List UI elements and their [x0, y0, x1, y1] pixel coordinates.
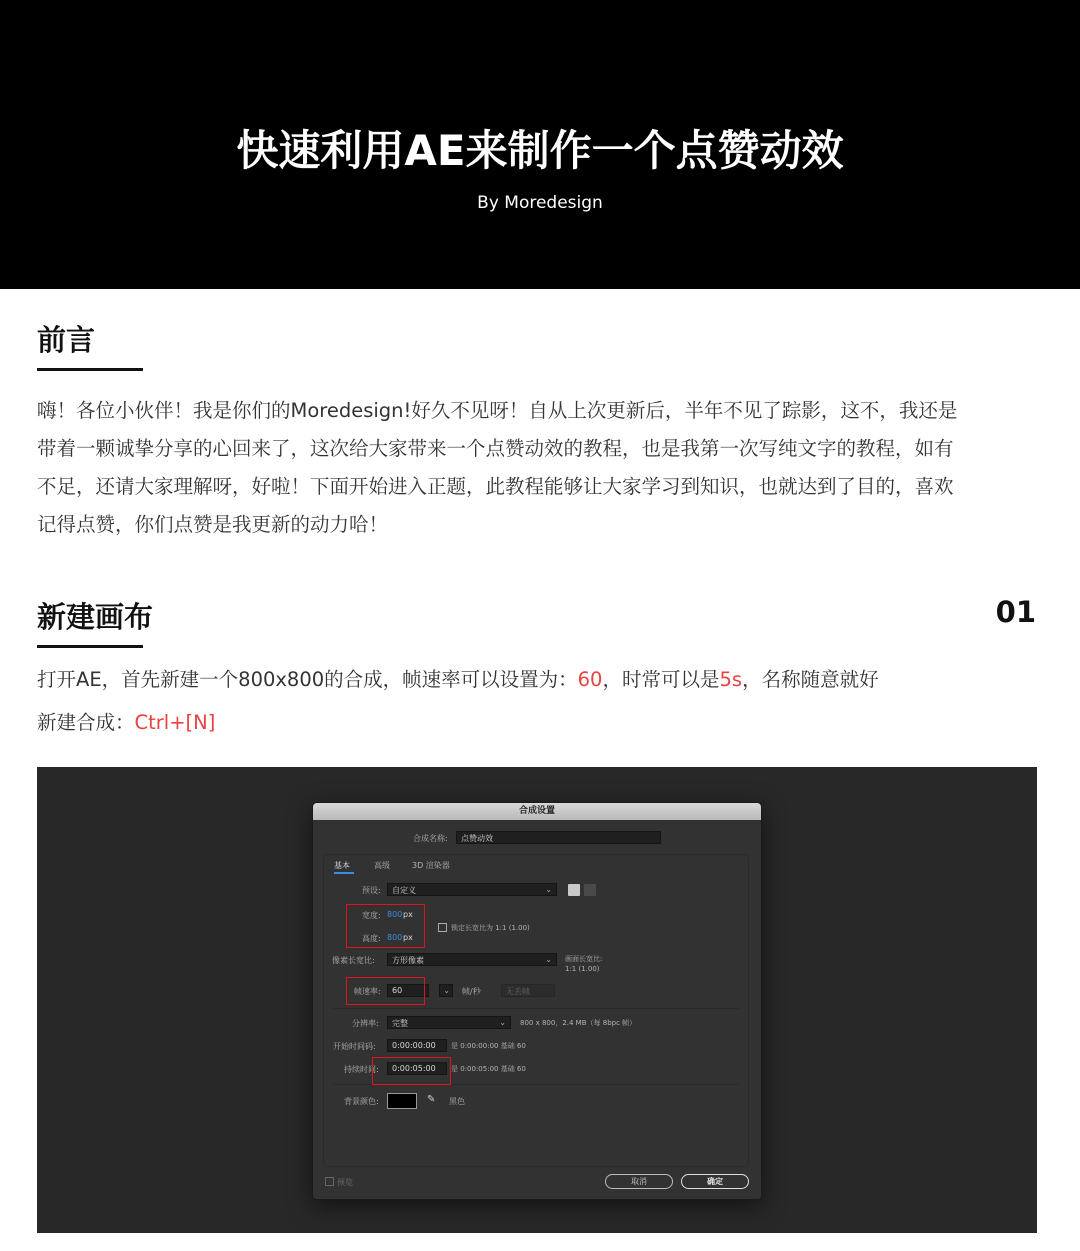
instr2-shortcut: Ctrl+[N] [134, 711, 216, 734]
tab-basic-underline [334, 872, 354, 874]
highlight-box-fps [346, 977, 425, 1005]
byline: By Moredesign [477, 193, 603, 213]
section-heading: 新建画布 [37, 600, 154, 634]
resolution-select[interactable]: 完整 ⌄ [387, 1016, 511, 1029]
pixel-aspect-select[interactable]: 方形像素 ⌄ [387, 953, 557, 966]
instr2-text: 新建合成： [37, 711, 135, 734]
instr-fps: 60 [577, 668, 603, 691]
settings-panel [323, 854, 749, 1167]
fps-label: 帧速率: [354, 987, 381, 996]
start-tc-info: 是 0:00:00:00 基础 60 [451, 1042, 526, 1050]
chevron-down-icon: ⌄ [499, 1018, 506, 1027]
intro-line-3: 不足，还请大家理解呀，好啦！下面开始进入正题，此教程能够让大家学习到知识，也就达到了目的，喜欢 [37, 475, 954, 498]
section-number: 01 [995, 595, 1036, 629]
divider [333, 1008, 739, 1009]
start-tc-label: 开始时间码: [333, 1042, 376, 1051]
preview-checkbox[interactable] [325, 1177, 334, 1186]
width-label: 宽度: [362, 911, 381, 920]
preset-select[interactable]: 自定义 ⌄ [387, 883, 557, 896]
section-instruction-1 [37, 664, 879, 692]
instr-text-b: ，时常可以是 [602, 668, 720, 691]
page-title: 快速利用AE来制作一个点赞动效 [236, 126, 844, 175]
ae-screenshot [37, 767, 1037, 1233]
comp-name-input[interactable]: 点赞动效 [456, 831, 661, 844]
ok-button[interactable]: 确定 [681, 1174, 749, 1189]
section-heading-underline [37, 645, 143, 648]
chevron-down-icon: ⌄ [545, 885, 552, 894]
bg-color-name: 黑色 [449, 1097, 465, 1106]
resolution-info: 800 x 800，2.4 MB（每 8bpc 帧） [520, 1019, 637, 1027]
highlight-box-duration [372, 1057, 451, 1085]
width-value[interactable]: 800 [387, 910, 403, 919]
height-value[interactable]: 800 [387, 933, 403, 942]
frame-aspect-value: 1:1 (1.00) [565, 965, 600, 973]
fps-unit: 帧/秒 [462, 987, 481, 996]
preset-label: 预设: [362, 886, 381, 895]
eyedropper-icon[interactable]: ✎ [427, 1094, 436, 1105]
pixel-aspect-label: 像素长宽比: [332, 956, 375, 965]
save-preset-icon[interactable] [568, 884, 580, 896]
width-unit: px [403, 910, 413, 919]
drop-frame-select[interactable]: 无丢帧 [501, 984, 555, 997]
lock-ratio-label: 锁定长宽比为 1:1 (1.00) [451, 924, 530, 932]
duration-input[interactable]: 0:00:05:00 [387, 1062, 447, 1075]
height-unit: px [403, 933, 413, 942]
duration-label: 持续时间: [344, 1065, 379, 1074]
cancel-button[interactable]: 取消 [605, 1174, 673, 1189]
hero-banner [0, 0, 1080, 289]
intro-line-2: 带着一颗诚挚分享的心回来了，这次给大家带来一个点赞动效的教程，也是我第一次写纯文字的教程，如有 [37, 437, 954, 460]
bg-color-swatch[interactable] [387, 1093, 417, 1109]
intro-heading-underline [37, 368, 143, 371]
bg-color-label: 背景颜色: [344, 1097, 379, 1106]
tab-advanced[interactable]: 高级 [374, 861, 390, 870]
resolution-label: 分辨率: [352, 1019, 379, 1028]
chevron-down-icon: ⌄ [545, 955, 552, 964]
comp-name-label: 合成名称: [413, 834, 448, 843]
chevron-down-icon: ⌄ [443, 986, 450, 995]
fps-dropdown[interactable] [439, 984, 453, 997]
highlight-box-size [346, 904, 425, 948]
delete-preset-icon[interactable] [584, 884, 596, 896]
instr-duration: 5s [719, 668, 743, 691]
tab-basic[interactable]: 基本 [334, 861, 350, 870]
dialog-title: 合成设置 [313, 803, 761, 820]
tab-3d-renderer[interactable]: 3D 渲染器 [412, 861, 450, 870]
intro-line-1: 嗨！各位小伙伴！我是你们的Moredesign!好久不见呀！自从上次更新后，半年不见了踪影，这不，我还是 [37, 399, 958, 422]
instr-text-a: 打开AE，首先新建一个800x800的合成，帧速率可以设置为： [37, 668, 578, 691]
frame-aspect-label: 画面长宽比: [565, 955, 603, 963]
height-label: 高度: [362, 934, 381, 943]
intro-line-4: 记得点赞，你们点赞是我更新的动力哈！ [37, 513, 389, 536]
lock-ratio-checkbox[interactable] [438, 923, 447, 932]
duration-info: 是 0:00:05:00 基础 60 [451, 1065, 526, 1073]
instr-text-c: ，名称随意就好 [742, 668, 879, 691]
composition-settings-dialog [312, 802, 762, 1200]
start-tc-input[interactable]: 0:00:00:00 [387, 1039, 447, 1052]
intro-heading: 前言 [37, 323, 96, 357]
section-instruction-2 [37, 707, 215, 735]
fps-input[interactable]: 60 [387, 984, 429, 997]
preview-label: 预览 [337, 1178, 353, 1187]
